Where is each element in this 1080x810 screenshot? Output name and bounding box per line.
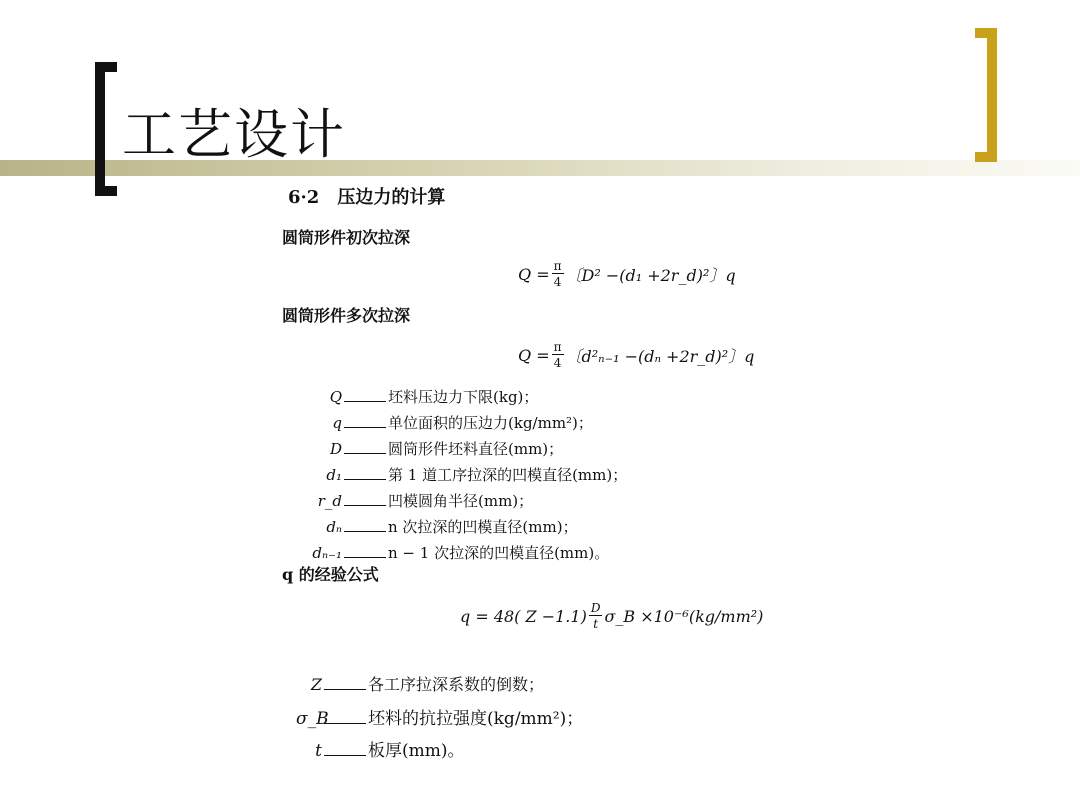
definition-dash xyxy=(344,557,386,558)
formula3-denominator: t xyxy=(593,617,599,631)
definition-item xyxy=(306,490,533,511)
formula2-rhs: 〔d²ₙ₋₁ −(dₙ +2r_d)²〕q xyxy=(565,346,755,366)
definition-text: 单位面积的压边力(kg/mm²)； xyxy=(388,414,593,432)
formula-first-draw xyxy=(518,260,736,288)
formula3-fraction xyxy=(589,602,603,630)
definition-symbol: t xyxy=(315,741,322,761)
formula1-lhs: Q = xyxy=(518,264,550,284)
formula3-numerator: D xyxy=(590,601,601,615)
formula-multi-draw xyxy=(518,341,754,369)
definition-symbol: d₁ xyxy=(326,466,342,484)
definition-dash xyxy=(344,401,386,402)
definition-symbol: q xyxy=(332,414,342,432)
formula1-fraction xyxy=(552,260,564,288)
definition-text: n − 1 次拉深的凹模直径(mm)。 xyxy=(388,544,610,562)
formula1-rhs: 〔D² −(d₁ +2r_d)²〕q xyxy=(565,265,736,285)
definition-symbol: r_d xyxy=(317,492,342,510)
definition-dash xyxy=(344,505,386,506)
definition-dash xyxy=(324,755,366,756)
subheading-empirical-formula: q 的经验公式 xyxy=(282,565,379,584)
definition-dash xyxy=(344,427,386,428)
definition-text: 各工序拉深系数的倒数； xyxy=(368,675,545,694)
definition-item xyxy=(306,412,593,433)
definition-dash xyxy=(344,479,386,480)
formula1-denominator: 4 xyxy=(553,275,562,289)
subheading-multi-draw: 圆筒形件多次拉深 xyxy=(282,306,411,325)
formula2-denominator: 4 xyxy=(553,356,562,370)
subheading-first-draw: 圆筒形件初次拉深 xyxy=(282,228,411,247)
section-heading: 6·2 压边力的计算 xyxy=(288,187,446,208)
slide-title: 工艺设计 xyxy=(122,103,346,166)
definition-text: n 次拉深的凹模直径(mm)； xyxy=(388,518,578,536)
definition-text: 圆筒形件坯料直径(mm)； xyxy=(388,440,564,458)
definition-item xyxy=(306,516,578,537)
definition-text: 坯料压边力下限(kg)； xyxy=(388,388,539,406)
formula2-fraction xyxy=(552,341,564,369)
definition-symbol: Z xyxy=(310,675,322,694)
definition-dash xyxy=(324,689,366,690)
definition-item xyxy=(306,438,563,459)
formula3-rhs: σ_B ×10⁻⁶(kg/mm²) xyxy=(604,606,764,626)
definition-text: 第 1 道工序拉深的凹模直径(mm)； xyxy=(388,466,628,484)
definition-text: 坯料的抗拉强度(kg/mm²)； xyxy=(368,709,584,729)
definition-text: 凹模圆角半径(mm)； xyxy=(388,492,534,510)
definition-symbol: Q xyxy=(329,388,342,406)
definition-item xyxy=(296,542,609,563)
formula1-numerator: π xyxy=(553,259,562,273)
definition-symbol: dₙ₋₁ xyxy=(312,544,342,562)
formula2-lhs: Q = xyxy=(518,345,550,365)
definition-dash xyxy=(324,723,366,724)
definition-symbol: D xyxy=(329,440,342,458)
formula2-numerator: π xyxy=(553,340,562,354)
definition-item xyxy=(296,704,583,729)
formula3-lhs: q = 48( Z −1.1) xyxy=(460,606,587,626)
definition-item xyxy=(296,672,544,695)
definition-symbol: dₙ xyxy=(326,518,342,536)
definition-item xyxy=(296,736,465,761)
formula-empirical xyxy=(460,602,763,630)
definition-dash xyxy=(344,531,386,532)
definition-dash xyxy=(344,453,386,454)
definition-item xyxy=(306,464,627,485)
definition-item xyxy=(306,386,538,407)
definition-text: 板厚(mm)。 xyxy=(368,741,465,761)
definition-symbol: σ_B xyxy=(296,709,329,729)
